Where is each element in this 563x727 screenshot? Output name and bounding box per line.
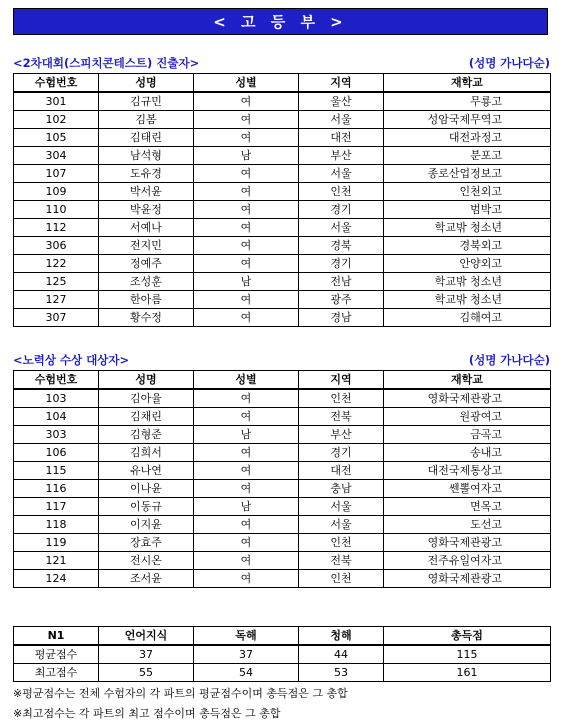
table-cell: 부산 — [299, 147, 384, 165]
table-cell: 여 — [194, 92, 299, 111]
table-cell: 인천 — [299, 183, 384, 201]
table-cell: 안양외고 — [384, 255, 551, 273]
table-cell: 영화국제관광고 — [384, 389, 551, 408]
table-cell: 쎈뽈여자고 — [384, 480, 551, 498]
column-header: 지역 — [299, 74, 384, 93]
table-cell: 전주유일여자고 — [384, 552, 551, 570]
column-header: 수험번호 — [14, 371, 99, 390]
table-cell: 여 — [194, 291, 299, 309]
column-header: 총득점 — [384, 627, 551, 646]
table-row — [14, 92, 551, 111]
table-cell: 경북외고 — [384, 237, 551, 255]
table-cell: 이지윤 — [99, 516, 194, 534]
column-header: 청해 — [299, 627, 384, 646]
table-cell: 116 — [14, 480, 99, 498]
table-cell: 경기 — [299, 201, 384, 219]
table-cell: 학교밖 청소년 — [384, 219, 551, 237]
table-row — [14, 444, 551, 462]
table-cell: 대전 — [299, 129, 384, 147]
table-cell: 서울 — [299, 219, 384, 237]
table-header-row — [14, 627, 551, 646]
table-cell: 광주 — [299, 291, 384, 309]
effort-award-table — [13, 370, 551, 588]
table-cell: 303 — [14, 426, 99, 444]
table-cell: 여 — [194, 129, 299, 147]
table-cell: 조성훈 — [99, 273, 194, 291]
table-cell: 54 — [194, 664, 299, 682]
table-cell: 여 — [194, 309, 299, 327]
table-cell: 종로산업정보고 — [384, 165, 551, 183]
column-header: 성별 — [194, 371, 299, 390]
table-cell: 119 — [14, 534, 99, 552]
table-cell: 남 — [194, 147, 299, 165]
table-cell: 대전 — [299, 462, 384, 480]
column-header: N1 — [14, 627, 99, 646]
table-cell: 원광여고 — [384, 408, 551, 426]
table-cell: 전남 — [299, 273, 384, 291]
table-cell: 전북 — [299, 552, 384, 570]
table-cell: 김규민 — [99, 92, 194, 111]
table-cell: 대전국제통상고 — [384, 462, 551, 480]
table-cell: 김태린 — [99, 129, 194, 147]
table-cell: 학교밖 청소년 — [384, 273, 551, 291]
table-cell: 송내고 — [384, 444, 551, 462]
table-cell: 김해여고 — [384, 309, 551, 327]
table-cell: 김아율 — [99, 389, 194, 408]
table-cell: 전시온 — [99, 552, 194, 570]
table-row — [14, 255, 551, 273]
table-cell: 121 — [14, 552, 99, 570]
table-row — [14, 237, 551, 255]
table-cell: 전지민 — [99, 237, 194, 255]
section1-title: <2차대회(스피치콘테스트) 진출자> — [13, 56, 200, 70]
table-cell: 부산 — [299, 426, 384, 444]
table-cell: 울산 — [299, 92, 384, 111]
table-row — [14, 389, 551, 408]
table-row — [14, 219, 551, 237]
table-cell: 금곡고 — [384, 426, 551, 444]
table-cell: 김봄 — [99, 111, 194, 129]
table-cell: 53 — [299, 664, 384, 682]
table-row — [14, 664, 551, 682]
table-cell: 인천 — [299, 534, 384, 552]
table-cell: 161 — [384, 664, 551, 682]
table-row — [14, 309, 551, 327]
table-cell: 도선고 — [384, 516, 551, 534]
table-cell: 성암국제무역고 — [384, 111, 551, 129]
table-cell: 여 — [194, 408, 299, 426]
table-row — [14, 111, 551, 129]
table-cell: 경기 — [299, 444, 384, 462]
column-header: 수험번호 — [14, 74, 99, 93]
table-cell: 학교밖 청소년 — [384, 291, 551, 309]
finalists-table — [13, 73, 551, 327]
table-cell: 인천 — [299, 570, 384, 588]
table-cell: 유나연 — [99, 462, 194, 480]
table-cell: 여 — [194, 552, 299, 570]
table-cell: 37 — [99, 645, 194, 664]
table-cell: 107 — [14, 165, 99, 183]
table-cell: 여 — [194, 570, 299, 588]
table-cell: 306 — [14, 237, 99, 255]
table-cell: 여 — [194, 534, 299, 552]
table-row — [14, 201, 551, 219]
table-cell: 인천외고 — [384, 183, 551, 201]
score-summary-table — [13, 626, 551, 682]
table-row — [14, 498, 551, 516]
table-cell: 남 — [194, 273, 299, 291]
table-cell: 110 — [14, 201, 99, 219]
table-row — [14, 408, 551, 426]
table-cell: 여 — [194, 480, 299, 498]
table-cell: 조서윤 — [99, 570, 194, 588]
table-cell: 김형준 — [99, 426, 194, 444]
section1-sort-note: (성명 가나다순) — [468, 56, 550, 70]
table-cell: 44 — [299, 645, 384, 664]
table-cell: 서울 — [299, 498, 384, 516]
table-cell: 박서윤 — [99, 183, 194, 201]
table-cell: 경북 — [299, 237, 384, 255]
division-banner: < 고 등 부 > — [13, 8, 548, 35]
table-cell: 여 — [194, 165, 299, 183]
table-cell: 307 — [14, 309, 99, 327]
table-row — [14, 570, 551, 588]
table-cell: 여 — [194, 183, 299, 201]
table-cell: 109 — [14, 183, 99, 201]
table-row — [14, 462, 551, 480]
column-header: 성명 — [99, 74, 194, 93]
table-cell: 106 — [14, 444, 99, 462]
column-header: 성별 — [194, 74, 299, 93]
table-cell: 104 — [14, 408, 99, 426]
footnote-average: ※평균점수는 전체 수험자의 각 파트의 평균점수이며 총득점은 그 총합 — [13, 687, 348, 700]
table-cell: 여 — [194, 462, 299, 480]
table-row — [14, 516, 551, 534]
table-cell: 127 — [14, 291, 99, 309]
table-cell: 서울 — [299, 516, 384, 534]
table-cell: 125 — [14, 273, 99, 291]
table-cell: 이나윤 — [99, 480, 194, 498]
table-row — [14, 426, 551, 444]
table-cell: 도유경 — [99, 165, 194, 183]
section2-sort-note: (성명 가나다순) — [468, 353, 550, 367]
column-header: 재학교 — [384, 74, 551, 93]
table-cell: 301 — [14, 92, 99, 111]
table-cell: 여 — [194, 444, 299, 462]
table-cell: 남석형 — [99, 147, 194, 165]
table-cell: 대전과정고 — [384, 129, 551, 147]
table-row — [14, 147, 551, 165]
table-cell: 여 — [194, 111, 299, 129]
table-cell: 김채린 — [99, 408, 194, 426]
table-cell: 서예나 — [99, 219, 194, 237]
table-cell: 105 — [14, 129, 99, 147]
footnote-maximum: ※최고점수는 각 파트의 최고 점수이며 총득점은 그 총합 — [13, 707, 281, 720]
table-cell: 이동규 — [99, 498, 194, 516]
table-cell: 황수정 — [99, 309, 194, 327]
table-cell: 장효주 — [99, 534, 194, 552]
table-cell: 김희서 — [99, 444, 194, 462]
table-cell: 남 — [194, 498, 299, 516]
section2-header — [13, 352, 550, 368]
table-cell: 304 — [14, 147, 99, 165]
table-cell: 118 — [14, 516, 99, 534]
table-cell: 최고점수 — [14, 664, 99, 682]
table-cell: 122 — [14, 255, 99, 273]
column-header: 독해 — [194, 627, 299, 646]
table-cell: 범박고 — [384, 201, 551, 219]
table-cell: 정예주 — [99, 255, 194, 273]
table-cell: 124 — [14, 570, 99, 588]
table-cell: 영화국제관광고 — [384, 534, 551, 552]
section2-title: <노력상 수상 대상자> — [13, 353, 130, 367]
table-row — [14, 552, 551, 570]
table-cell: 여 — [194, 219, 299, 237]
column-header: 언어지식 — [99, 627, 194, 646]
table-cell: 경기 — [299, 255, 384, 273]
table-row — [14, 183, 551, 201]
table-cell: 서울 — [299, 165, 384, 183]
column-header: 성명 — [99, 371, 194, 390]
table-cell: 전북 — [299, 408, 384, 426]
table-cell: 117 — [14, 498, 99, 516]
table-header-row — [14, 371, 551, 390]
table-cell: 37 — [194, 645, 299, 664]
table-row — [14, 534, 551, 552]
table-row — [14, 645, 551, 664]
table-row — [14, 273, 551, 291]
table-cell: 경남 — [299, 309, 384, 327]
table-cell: 여 — [194, 201, 299, 219]
table-cell: 남 — [194, 426, 299, 444]
table-cell: 한아름 — [99, 291, 194, 309]
table-cell: 여 — [194, 389, 299, 408]
column-header: 지역 — [299, 371, 384, 390]
table-cell: 박윤정 — [99, 201, 194, 219]
table-cell: 여 — [194, 237, 299, 255]
table-cell: 112 — [14, 219, 99, 237]
table-cell: 서울 — [299, 111, 384, 129]
table-cell: 영화국제관광고 — [384, 570, 551, 588]
table-row — [14, 480, 551, 498]
table-cell: 면목고 — [384, 498, 551, 516]
column-header: 재학교 — [384, 371, 551, 390]
table-row — [14, 165, 551, 183]
table-cell: 55 — [99, 664, 194, 682]
table-cell: 분포고 — [384, 147, 551, 165]
table-cell: 여 — [194, 516, 299, 534]
table-row — [14, 291, 551, 309]
table-cell: 무룡고 — [384, 92, 551, 111]
table-cell: 인천 — [299, 389, 384, 408]
table-cell: 102 — [14, 111, 99, 129]
table-cell: 115 — [14, 462, 99, 480]
table-cell: 평균점수 — [14, 645, 99, 664]
table-cell: 충남 — [299, 480, 384, 498]
section1-header — [13, 55, 550, 71]
table-cell: 103 — [14, 389, 99, 408]
table-header-row — [14, 74, 551, 93]
table-cell: 여 — [194, 255, 299, 273]
table-cell: 115 — [384, 645, 551, 664]
table-row — [14, 129, 551, 147]
